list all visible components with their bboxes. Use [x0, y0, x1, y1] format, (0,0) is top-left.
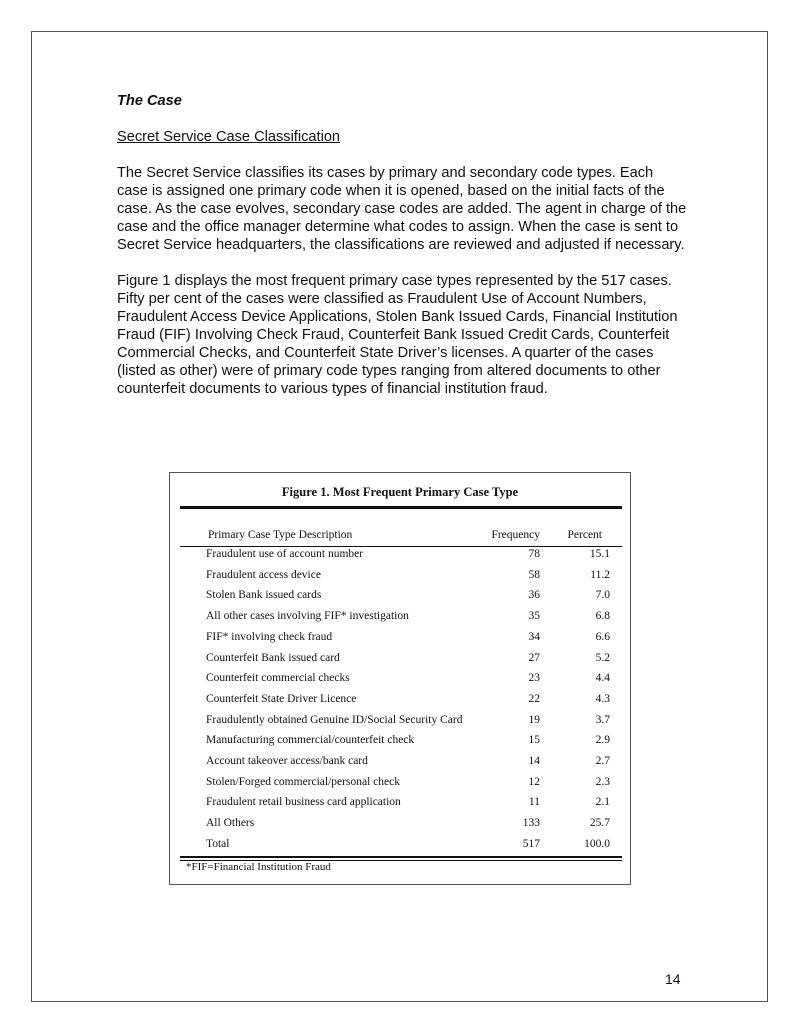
- row-description: Fraudulent access device: [206, 568, 321, 581]
- section-heading: The Case: [117, 93, 182, 109]
- row-frequency: 23: [528, 672, 540, 685]
- table-row: [170, 796, 630, 816]
- table-bottom-rule: [180, 856, 622, 858]
- row-description: Total: [206, 837, 230, 850]
- table-row: [170, 631, 630, 651]
- table-row: [170, 734, 630, 754]
- row-percent: 2.9: [595, 734, 610, 747]
- row-frequency: 34: [528, 630, 540, 643]
- row-frequency: 19: [528, 713, 540, 726]
- row-percent: 7.0: [595, 589, 610, 602]
- table-row: [170, 693, 630, 713]
- row-frequency: 58: [528, 568, 540, 581]
- table-row: [170, 589, 630, 609]
- table-row: [170, 755, 630, 775]
- document-body: [117, 92, 687, 416]
- row-description: Fraudulent retail business card application: [206, 796, 401, 809]
- row-frequency: 11: [528, 796, 540, 809]
- figure-table: [169, 472, 631, 885]
- table-row-total: [170, 838, 630, 858]
- row-frequency: 27: [528, 651, 540, 664]
- row-percent: 4.4: [595, 672, 610, 685]
- row-percent: 4.3: [595, 692, 610, 705]
- row-description: Counterfeit commercial checks: [206, 672, 350, 685]
- table-footnote: *FIF=Financial Institution Fraud: [186, 861, 331, 873]
- row-frequency: 36: [528, 589, 540, 602]
- row-frequency: 14: [528, 755, 540, 767]
- table-top-rule: [180, 506, 622, 509]
- header-rule: [180, 546, 622, 547]
- row-percent: 6.6: [595, 630, 610, 643]
- row-description: FIF* involving check fraud: [206, 630, 333, 643]
- row-description: Counterfeit Bank issued card: [206, 651, 340, 664]
- table-row: [170, 610, 630, 630]
- row-percent: 6.8: [595, 610, 610, 623]
- figure-title: Figure 1. Most Frequent Primary Case Type: [281, 485, 519, 499]
- paragraph-figure-summary: Figure 1 displays the most frequent primary case types represented by the 517 cases. Fifty per cent of the cases were classified as Fraudulent Use of Account Numbers, Fraudulent Access Device Applications, Stolen Bank Issued Cards, Financial Institution Fraud (FIF) Involving Check Fraud, Counterfeit Bank Issued Credit Cards, Counterfeit Commercial Checks, and Counterfeit State Driver’s licenses. A quarter of the cases (listed as other) were of primary code types ranging from altered documents to other counterfeit documents to various types of financial institution fraud.: [117, 273, 678, 397]
- row-frequency: 12: [528, 775, 540, 788]
- column-header-percent: Percent: [567, 529, 602, 541]
- row-description: All other cases involving FIF* investigation: [206, 610, 409, 623]
- row-frequency: 35: [528, 610, 540, 623]
- page-number: 14: [665, 971, 681, 987]
- row-description: Counterfeit State Driver Licence: [206, 692, 357, 705]
- row-description: Fraudulently obtained Genuine ID/Social Security Card: [206, 713, 463, 726]
- table-row: [170, 672, 630, 692]
- row-percent: 2.3: [595, 775, 610, 788]
- row-frequency: 133: [522, 817, 540, 830]
- table-row: [170, 714, 630, 734]
- row-description: Account takeover access/bank card: [206, 755, 368, 767]
- row-percent: 3.7: [595, 713, 610, 726]
- table-row: [170, 569, 630, 589]
- row-percent: 11.2: [590, 568, 610, 581]
- row-frequency: 517: [522, 837, 540, 850]
- row-percent: 2.1: [595, 796, 610, 809]
- row-frequency: 15: [528, 734, 540, 747]
- paragraph-classification: The Secret Service classifies its cases by primary and secondary code types. Each case is assigned one primary code when it is opened, based on the initial facts of the case. As the case evolves, secondary case codes are added. The agent in charge of the case and the office manager determine what codes to assign. When the case is sent to Secret Service headquarters, the classifications are reviewed and adjusted if necessary.: [117, 165, 687, 253]
- row-frequency: 22: [528, 692, 540, 705]
- column-header-description: Primary Case Type Description: [208, 529, 353, 541]
- row-description: Stolen/Forged commercial/personal check: [206, 775, 400, 788]
- row-description: All Others: [206, 817, 255, 830]
- row-percent: 15.1: [589, 548, 610, 560]
- row-percent: 100.0: [584, 837, 610, 850]
- table-row: [170, 652, 630, 672]
- table-row: [170, 548, 630, 568]
- table-row: [170, 776, 630, 796]
- row-percent: 5.2: [595, 651, 610, 664]
- row-percent: 2.7: [595, 755, 610, 767]
- column-header-frequency: Frequency: [491, 529, 540, 541]
- row-description: Stolen Bank issued cards: [206, 589, 322, 602]
- table-row: [170, 817, 630, 837]
- row-description: Manufacturing commercial/counterfeit check: [206, 734, 415, 747]
- row-description: Fraudulent use of account number: [206, 548, 364, 560]
- row-frequency: 78: [528, 548, 540, 560]
- row-percent: 25.7: [589, 817, 610, 830]
- section-subheading: Secret Service Case Classification: [117, 129, 341, 145]
